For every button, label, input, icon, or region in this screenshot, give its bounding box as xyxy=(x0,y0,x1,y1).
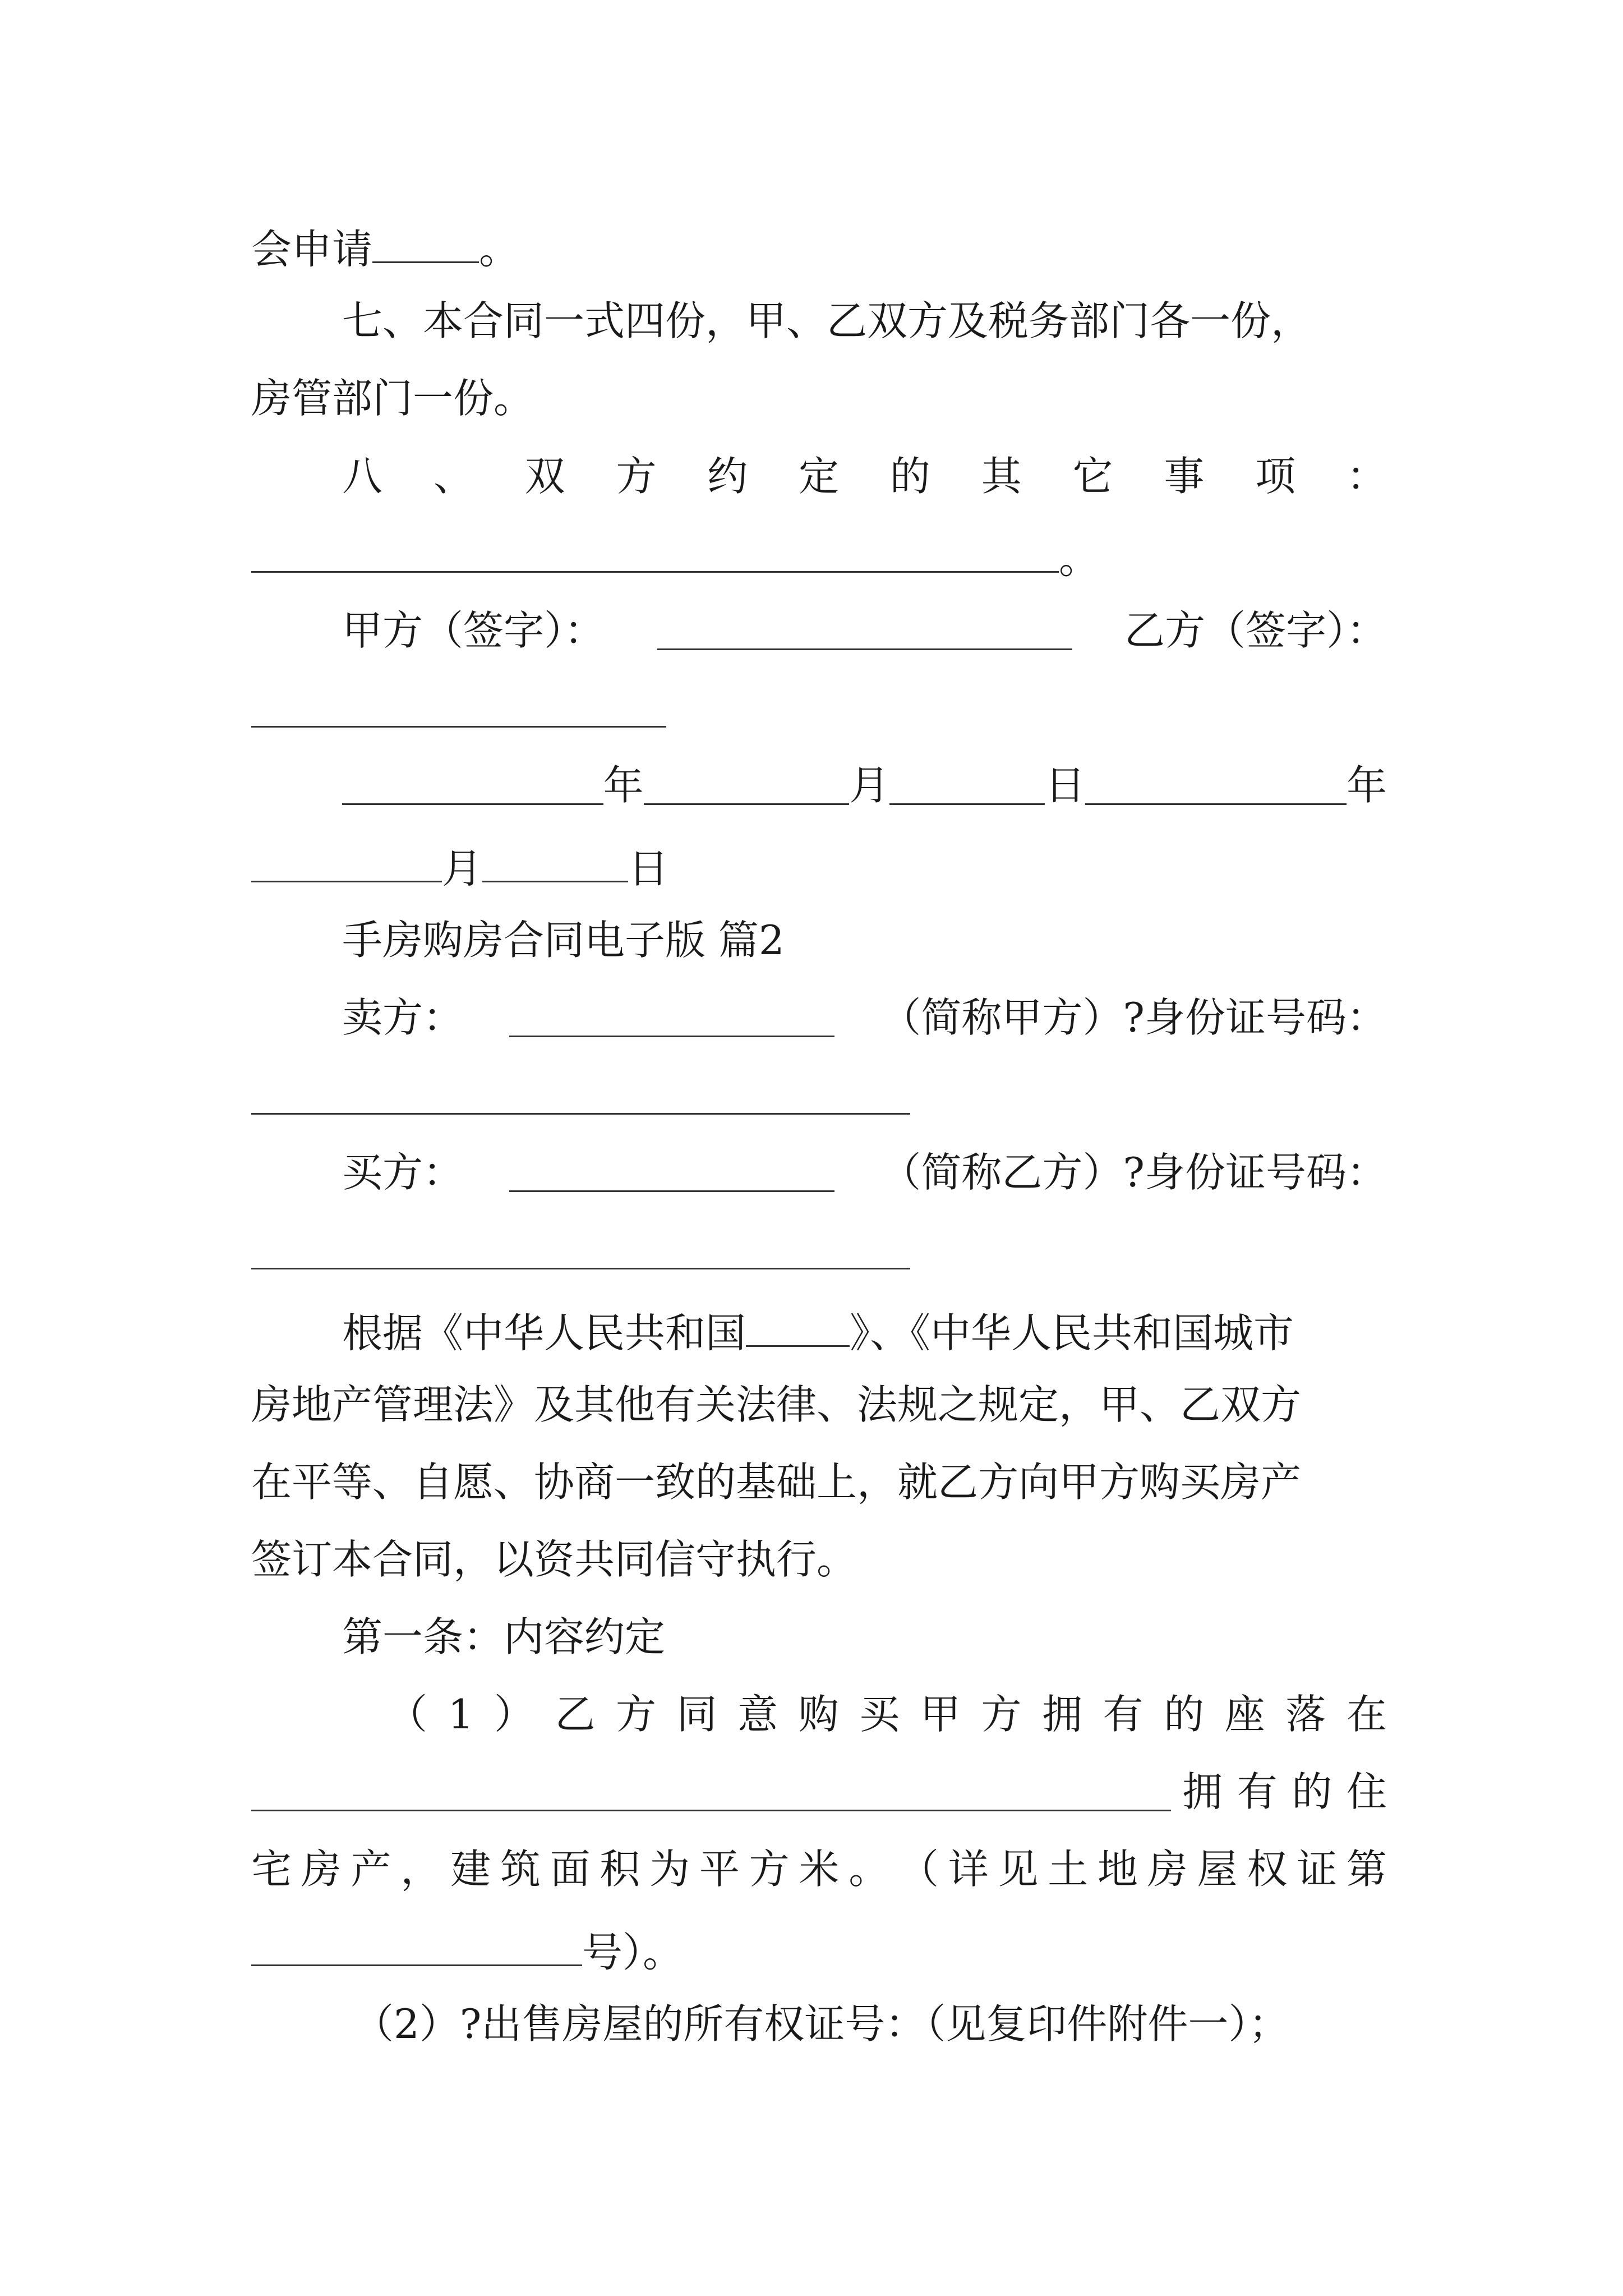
article-one-item-1: （ 1 ） 乙 方 同 意 购 买 甲 方 拥 有 的 座 落 在 xyxy=(387,1691,1387,1738)
article-one-item-2: （2）?出售房屋的所有权证号：（见复印件附件一）； xyxy=(353,2000,1289,2047)
line-apply: 会申请 。 xyxy=(251,223,1387,269)
preamble-line-2: 房地产管理法》及其他有关法律、法规之规定，甲、乙双方 xyxy=(251,1381,1302,1428)
blank xyxy=(251,688,666,728)
blank xyxy=(644,765,850,805)
preamble-line-1: 根据《中华人民共和国 》、《中华人民共和国城市 xyxy=(342,1307,1387,1353)
preamble-line-4: 签订本合同，以资共同信守执行。 xyxy=(251,1536,857,1583)
date-line-cont: 月 日 xyxy=(251,843,1387,889)
date-line: 年 月 日 年 xyxy=(342,765,1387,806)
blank xyxy=(251,533,1059,573)
blank xyxy=(509,1152,834,1192)
blank xyxy=(1085,765,1347,805)
blank xyxy=(251,1772,1171,1811)
blank xyxy=(372,223,479,263)
section-heading: 手房购房合同电子版 篇2 xyxy=(342,917,785,964)
blank xyxy=(509,997,834,1037)
blank xyxy=(657,610,1072,650)
blank xyxy=(482,843,628,882)
blank xyxy=(746,1307,850,1347)
article-one-heading: 第一条：内容约定 xyxy=(342,1613,666,1660)
preamble-line-3: 在平等、自愿、协商一致的基础上，就乙方向甲方购买房产 xyxy=(251,1458,1302,1506)
clause-seven-cont: 房管部门一份。 xyxy=(251,375,534,422)
article-one-item-1-cert: 号）。 xyxy=(251,1926,1387,1972)
signature-line: 甲方（签字）： 乙方（签字）： xyxy=(342,607,1387,654)
signature-blank xyxy=(251,688,1387,734)
clause-seven: 七、本合同一式四份，甲、乙双方及税务部门各一份， xyxy=(342,297,1312,344)
buyer-line: 买方： （简称乙方）?身份证号码： xyxy=(342,1149,1387,1196)
blank xyxy=(251,843,442,882)
seller-line: 卖方： （简称甲方）?身份证号码： xyxy=(342,994,1387,1041)
article-one-item-1-area: 宅 房 产 ， 建 筑 面 积 为 平 方 米 。 （ 详 见 土 地 房 屋 权 证 第 xyxy=(251,1846,1387,1893)
buyer-id-blank xyxy=(251,1230,1387,1276)
clause-eight: 八 、 双 方 约 定 的 其 它 事 项 ： xyxy=(342,453,1387,500)
blank xyxy=(251,1075,910,1115)
blank xyxy=(889,765,1045,805)
blank xyxy=(342,765,603,805)
blank xyxy=(251,1926,582,1966)
seller-id-blank xyxy=(251,1075,1387,1121)
clause-eight-blank: 。 xyxy=(251,533,1387,579)
blank xyxy=(251,1230,910,1269)
